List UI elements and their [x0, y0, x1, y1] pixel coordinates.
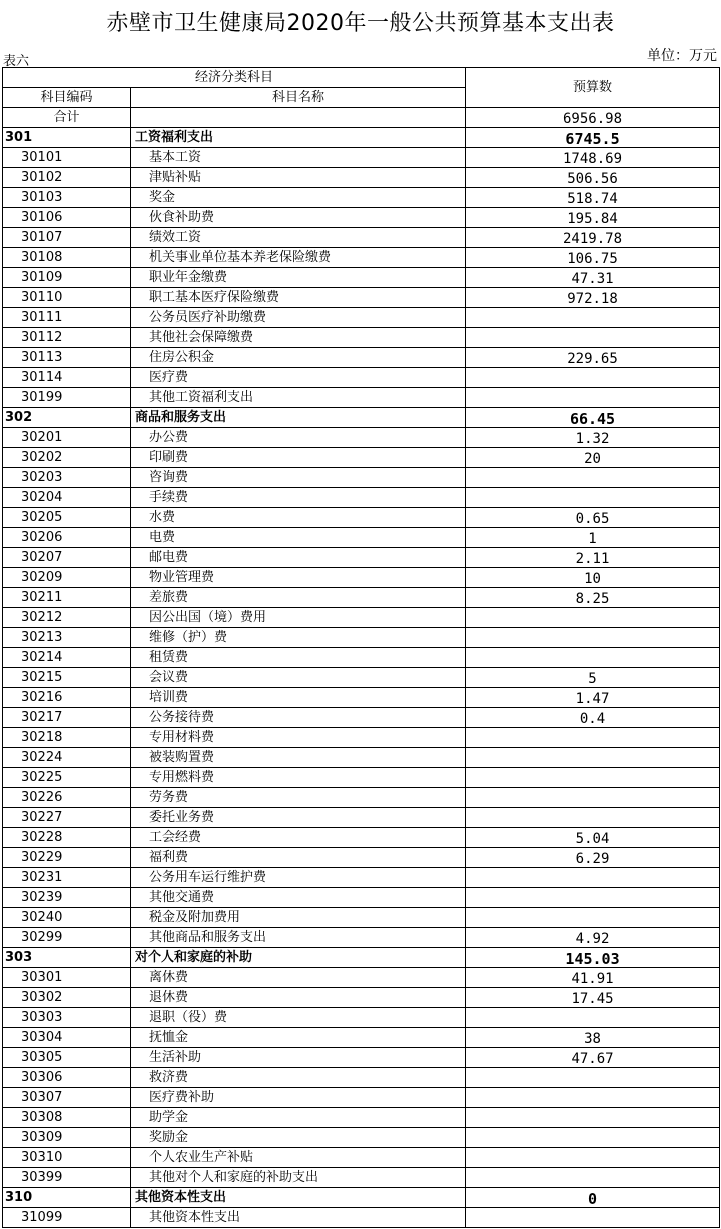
row-name: 印刷费 [131, 448, 466, 468]
table-number: 表六 [3, 54, 30, 69]
table-row [3, 968, 720, 988]
row-amount: 6745.5 [466, 128, 720, 148]
table-row [3, 708, 720, 728]
header-group: 经济分类科目 [3, 68, 466, 88]
row-code: 30205 [3, 508, 131, 528]
row-code: 30304 [3, 1028, 131, 1048]
table-row [3, 528, 720, 548]
table-row [3, 508, 720, 528]
table-row [3, 328, 720, 348]
row-amount: 1.47 [466, 688, 720, 708]
table-row [3, 988, 720, 1008]
row-amount [466, 1128, 720, 1148]
row-amount: 972.18 [466, 288, 720, 308]
row-amount [466, 888, 720, 908]
unit-label: 单位：万元 [647, 48, 717, 64]
row-code: 30201 [3, 428, 131, 448]
row-amount [466, 368, 720, 388]
row-code: 30199 [3, 388, 131, 408]
table-row [3, 468, 720, 488]
table-row [3, 828, 720, 848]
table-row [3, 908, 720, 928]
table-row [3, 868, 720, 888]
row-name: 公务用车运行维护费 [131, 868, 466, 888]
row-name: 生活补助 [131, 1048, 466, 1068]
table-row [3, 1048, 720, 1068]
row-code: 30399 [3, 1168, 131, 1188]
row-amount [466, 648, 720, 668]
table-row [3, 628, 720, 648]
table-row [3, 648, 720, 668]
row-code: 30303 [3, 1008, 131, 1028]
row-amount: 10 [466, 568, 720, 588]
row-amount [466, 748, 720, 768]
row-amount: 0.65 [466, 508, 720, 528]
row-code: 30228 [3, 828, 131, 848]
header-code: 科目编码 [3, 88, 131, 108]
table-row [3, 548, 720, 568]
row-code: 30217 [3, 708, 131, 728]
row-name: 租赁费 [131, 648, 466, 668]
row-name: 机关事业单位基本养老保险缴费 [131, 248, 466, 268]
row-amount [466, 868, 720, 888]
row-amount [466, 488, 720, 508]
row-amount: 0.4 [466, 708, 720, 728]
row-amount [466, 908, 720, 928]
table-row [3, 788, 720, 808]
row-name: 救济费 [131, 1068, 466, 1088]
row-code: 30112 [3, 328, 131, 348]
row-code: 30107 [3, 228, 131, 248]
row-code: 30306 [3, 1068, 131, 1088]
table-row [3, 1148, 720, 1168]
category-row [3, 1188, 720, 1208]
table-row [3, 248, 720, 268]
row-amount [466, 768, 720, 788]
row-amount [466, 388, 720, 408]
row-name: 被装购置费 [131, 748, 466, 768]
row-code: 30299 [3, 928, 131, 948]
row-code: 30110 [3, 288, 131, 308]
row-code: 30211 [3, 588, 131, 608]
row-amount [466, 1148, 720, 1168]
row-code: 30203 [3, 468, 131, 488]
table-row [3, 448, 720, 468]
row-amount: 5 [466, 668, 720, 688]
row-code: 30214 [3, 648, 131, 668]
table-row [3, 668, 720, 688]
row-amount: 518.74 [466, 188, 720, 208]
row-name: 抚恤金 [131, 1028, 466, 1048]
row-amount: 4.92 [466, 928, 720, 948]
row-name: 培训费 [131, 688, 466, 708]
row-code: 302 [3, 408, 131, 428]
row-name: 工资福利支出 [131, 128, 466, 148]
row-amount: 229.65 [466, 348, 720, 368]
table-row [3, 228, 720, 248]
row-code: 30109 [3, 268, 131, 288]
row-code: 30108 [3, 248, 131, 268]
row-amount [466, 788, 720, 808]
table-row [3, 1128, 720, 1148]
row-name: 其他社会保障缴费 [131, 328, 466, 348]
row-code: 30239 [3, 888, 131, 908]
row-amount [466, 1008, 720, 1028]
table-row [3, 208, 720, 228]
row-name: 其他工资福利支出 [131, 388, 466, 408]
category-row [3, 948, 720, 968]
row-amount [466, 308, 720, 328]
header-name: 科目名称 [131, 88, 466, 108]
row-name: 公务接待费 [131, 708, 466, 728]
row-code: 30209 [3, 568, 131, 588]
page-title: 赤壁市卫生健康局2020年一般公共预算基本支出表 [106, 11, 615, 36]
row-name: 因公出国（境）费用 [131, 608, 466, 628]
row-amount: 1.32 [466, 428, 720, 448]
row-name: 伙食补助费 [131, 208, 466, 228]
row-code: 30302 [3, 988, 131, 1008]
total-label: 合计 [3, 108, 131, 128]
row-name: 其他商品和服务支出 [131, 928, 466, 948]
row-code: 30301 [3, 968, 131, 988]
row-code: 30308 [3, 1108, 131, 1128]
row-amount: 2419.78 [466, 228, 720, 248]
table-row [3, 188, 720, 208]
row-amount: 47.31 [466, 268, 720, 288]
row-amount [466, 468, 720, 488]
row-name: 手续费 [131, 488, 466, 508]
row-amount [466, 328, 720, 348]
row-code: 30224 [3, 748, 131, 768]
row-amount: 145.03 [466, 948, 720, 968]
table-row [3, 1108, 720, 1128]
row-code: 30106 [3, 208, 131, 228]
row-code: 30310 [3, 1148, 131, 1168]
row-name: 工会经费 [131, 828, 466, 848]
row-name: 住房公积金 [131, 348, 466, 368]
table-row [3, 428, 720, 448]
row-code: 30218 [3, 728, 131, 748]
row-code: 30114 [3, 368, 131, 388]
row-name: 其他对个人和家庭的补助支出 [131, 1168, 466, 1188]
row-name: 退职（役）费 [131, 1008, 466, 1028]
budget-table [2, 67, 720, 1228]
row-code: 30202 [3, 448, 131, 468]
row-code: 30240 [3, 908, 131, 928]
row-name: 税金及附加费用 [131, 908, 466, 928]
row-amount: 1748.69 [466, 148, 720, 168]
row-code: 30111 [3, 308, 131, 328]
row-code: 30213 [3, 628, 131, 648]
table-row [3, 928, 720, 948]
table-row [3, 1008, 720, 1028]
header-amount: 预算数 [466, 68, 720, 108]
row-name: 奖金 [131, 188, 466, 208]
row-code: 31099 [3, 1208, 131, 1228]
total-amount: 6956.98 [466, 108, 720, 128]
row-code: 30229 [3, 848, 131, 868]
row-amount: 8.25 [466, 588, 720, 608]
row-amount: 506.56 [466, 168, 720, 188]
row-code: 30207 [3, 548, 131, 568]
row-amount [466, 808, 720, 828]
row-amount: 0 [466, 1188, 720, 1208]
row-code: 30305 [3, 1048, 131, 1068]
row-code: 30227 [3, 808, 131, 828]
row-name: 基本工资 [131, 148, 466, 168]
row-amount: 5.04 [466, 828, 720, 848]
row-amount: 47.67 [466, 1048, 720, 1068]
row-name: 物业管理费 [131, 568, 466, 588]
row-amount [466, 608, 720, 628]
table-row [3, 488, 720, 508]
row-code: 30309 [3, 1128, 131, 1148]
row-name: 其他资本性支出 [131, 1188, 466, 1208]
row-amount [466, 1068, 720, 1088]
row-name: 对个人和家庭的补助 [131, 948, 466, 968]
total-row [3, 108, 720, 128]
row-name: 其他资本性支出 [131, 1208, 466, 1228]
row-name: 专用燃料费 [131, 768, 466, 788]
row-amount [466, 1168, 720, 1188]
row-name: 差旅费 [131, 588, 466, 608]
row-amount: 2.11 [466, 548, 720, 568]
header-row-group [3, 68, 720, 88]
row-name: 商品和服务支出 [131, 408, 466, 428]
row-code: 30215 [3, 668, 131, 688]
table-row [3, 568, 720, 588]
row-amount: 38 [466, 1028, 720, 1048]
table-row [3, 728, 720, 748]
row-name: 办公费 [131, 428, 466, 448]
row-amount: 41.91 [466, 968, 720, 988]
row-name: 委托业务费 [131, 808, 466, 828]
row-amount: 1 [466, 528, 720, 548]
row-name: 奖励金 [131, 1128, 466, 1148]
table-row [3, 768, 720, 788]
table-row [3, 1028, 720, 1048]
table-row [3, 808, 720, 828]
row-name: 公务员医疗补助缴费 [131, 308, 466, 328]
row-name: 职业年金缴费 [131, 268, 466, 288]
row-name: 其他交通费 [131, 888, 466, 908]
row-amount [466, 1108, 720, 1128]
row-name: 维修（护）费 [131, 628, 466, 648]
row-code: 30231 [3, 868, 131, 888]
category-row [3, 408, 720, 428]
row-code: 30226 [3, 788, 131, 808]
row-code: 30204 [3, 488, 131, 508]
row-name: 水费 [131, 508, 466, 528]
table-row [3, 288, 720, 308]
row-name: 咨询费 [131, 468, 466, 488]
table-row [3, 1208, 720, 1228]
row-amount: 20 [466, 448, 720, 468]
row-code: 303 [3, 948, 131, 968]
table-row [3, 1068, 720, 1088]
table-row [3, 268, 720, 288]
table-row [3, 148, 720, 168]
category-row [3, 128, 720, 148]
row-name: 个人农业生产补贴 [131, 1148, 466, 1168]
row-name: 电费 [131, 528, 466, 548]
row-amount [466, 1208, 720, 1228]
row-name: 离休费 [131, 968, 466, 988]
row-amount: 6.29 [466, 848, 720, 868]
row-code: 30113 [3, 348, 131, 368]
row-name: 退休费 [131, 988, 466, 1008]
row-code: 30101 [3, 148, 131, 168]
table-row [3, 1088, 720, 1108]
row-code: 30307 [3, 1088, 131, 1108]
table-row [3, 748, 720, 768]
row-code: 30225 [3, 768, 131, 788]
row-amount: 106.75 [466, 248, 720, 268]
row-code: 30206 [3, 528, 131, 548]
row-amount: 66.45 [466, 408, 720, 428]
row-amount [466, 728, 720, 748]
row-code: 310 [3, 1188, 131, 1208]
row-amount [466, 1088, 720, 1108]
row-name: 津贴补贴 [131, 168, 466, 188]
row-name: 福利费 [131, 848, 466, 868]
table-row [3, 1168, 720, 1188]
table-row [3, 888, 720, 908]
table-row [3, 588, 720, 608]
table-row [3, 388, 720, 408]
row-name: 绩效工资 [131, 228, 466, 248]
row-name: 劳务费 [131, 788, 466, 808]
row-amount: 195.84 [466, 208, 720, 228]
row-name: 医疗费 [131, 368, 466, 388]
total-name-cell [131, 108, 466, 128]
row-name: 专用材料费 [131, 728, 466, 748]
row-code: 30212 [3, 608, 131, 628]
table-row [3, 168, 720, 188]
table-row [3, 688, 720, 708]
table-row [3, 608, 720, 628]
row-code: 30103 [3, 188, 131, 208]
table-row [3, 308, 720, 328]
row-code: 30216 [3, 688, 131, 708]
row-amount [466, 628, 720, 648]
row-name: 助学金 [131, 1108, 466, 1128]
row-name: 医疗费补助 [131, 1088, 466, 1108]
row-code: 301 [3, 128, 131, 148]
row-amount: 17.45 [466, 988, 720, 1008]
table-row [3, 848, 720, 868]
row-name: 邮电费 [131, 548, 466, 568]
row-name: 职工基本医疗保险缴费 [131, 288, 466, 308]
table-row [3, 348, 720, 368]
table-row [3, 368, 720, 388]
row-code: 30102 [3, 168, 131, 188]
row-name: 会议费 [131, 668, 466, 688]
